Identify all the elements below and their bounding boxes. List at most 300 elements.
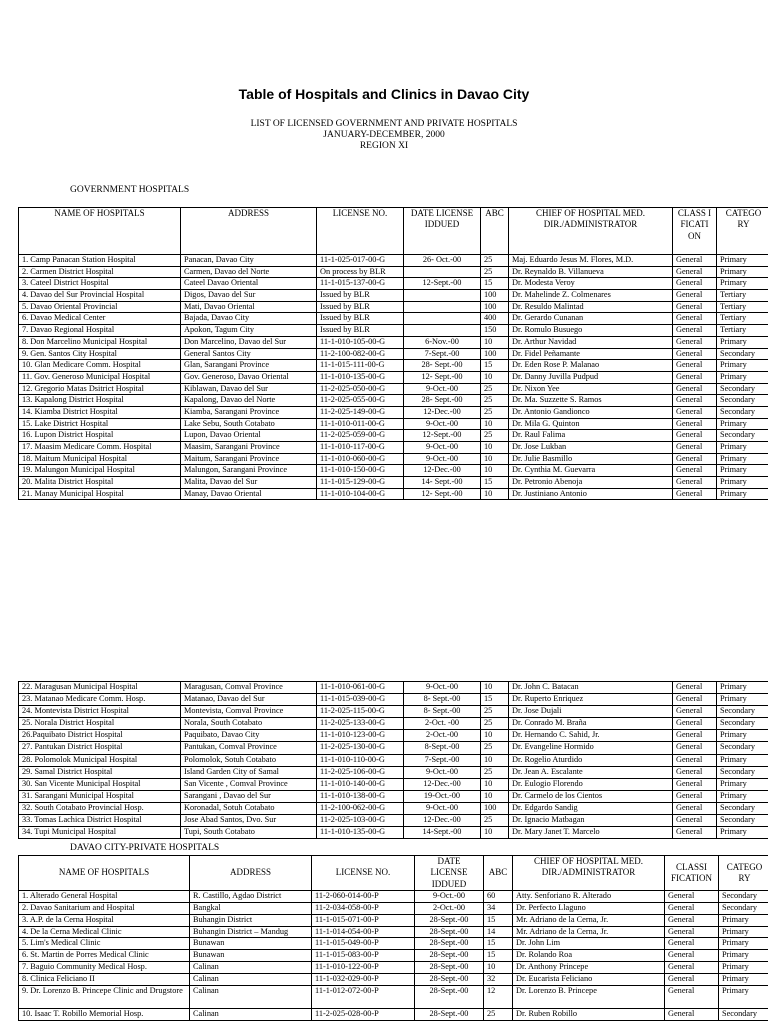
col-header-category: CATEGO RY (717, 208, 768, 255)
table-row (19, 766, 768, 778)
table-cell: 25 (481, 383, 509, 395)
table-cell: Dr. Rolando Roa (513, 950, 665, 962)
table-cell: 25 (481, 766, 509, 778)
table-cell: 25 (481, 706, 509, 718)
table-cell: 11-1-010-117-00-G (317, 442, 404, 454)
table-cell: Dr. Ruperto Enriquez (509, 694, 673, 706)
table-cell: Primary (717, 442, 768, 454)
table-cell: Lupon, Davao Oriental (181, 430, 317, 442)
table-cell: Primary (717, 266, 768, 278)
table-cell: 100 (481, 802, 509, 814)
table-cell: 8- Sept.-00 (404, 694, 481, 706)
table-cell: 10 (484, 962, 513, 974)
table-cell: 20. Malita District Hospital (19, 477, 181, 489)
table-cell: 11-1-010-140-00-G (317, 778, 404, 790)
table-cell: Primary (717, 730, 768, 742)
table-cell: Paquibato, Davao City (181, 730, 317, 742)
table-cell: Calinan (190, 974, 312, 986)
table-cell: 11-1-015-111-00-G (317, 360, 404, 372)
table-cell: General (673, 742, 717, 754)
table-row (19, 914, 768, 926)
table-cell: Secondary (717, 395, 768, 407)
table-cell: Polomolok, Sotuh Cotabato (181, 754, 317, 766)
table-cell: 14 (484, 926, 513, 938)
table-cell: 2. Carmen District Hospital (19, 266, 181, 278)
table-cell: 27. Pantukan District Hospital (19, 742, 181, 754)
table-row (19, 488, 768, 500)
table-cell: Dr. Julie Basmillo (509, 453, 673, 465)
table-cell: General (673, 430, 717, 442)
table-cell: 7-Sept.-00 (404, 754, 481, 766)
col-header-abc: ABC (481, 208, 509, 255)
table-cell: 11-1-010-061-00-G (317, 682, 404, 694)
table-cell: Issued by BLR (317, 325, 404, 337)
table-cell: 11-1-010-135-00-G (317, 371, 404, 383)
table-cell: General (673, 255, 717, 267)
table-cell: 400 (481, 313, 509, 325)
table-cell: Primary (717, 371, 768, 383)
table-row (19, 395, 768, 407)
table-cell: 11-2-025-028-00-P (312, 1009, 415, 1021)
table-cell: 15. Lake District Hospital (19, 418, 181, 430)
table-cell: General (673, 453, 717, 465)
table-cell: General (673, 418, 717, 430)
table-row (19, 950, 768, 962)
table-cell: 19. Malungon Municipal Hospital (19, 465, 181, 477)
table-cell: General Santos City (181, 348, 317, 360)
table-cell: 9-Oct.-00 (404, 766, 481, 778)
table-cell: 100 (481, 348, 509, 360)
subtitle-line-2: JANUARY-DECEMBER, 2000 (323, 130, 445, 140)
table-row (19, 902, 768, 914)
table-cell (404, 266, 481, 278)
table-cell: Dr. Eucarista Feliciano (513, 974, 665, 986)
table-cell: Mr. Adriano de la Cerna, Jr. (513, 914, 665, 926)
table-cell: General (665, 986, 719, 1009)
table-cell: 11. Gov. Generoso Municipal Hospital (19, 371, 181, 383)
table-cell: Secondary (717, 406, 768, 418)
table-cell: General (673, 442, 717, 454)
table-cell: Tertiary (717, 290, 768, 302)
table-cell: 1. Camp Panacan Station Hospital (19, 255, 181, 267)
table-cell: Dr. Anthony Princepe (513, 962, 665, 974)
table-cell: 10 (481, 442, 509, 454)
table-cell: 11-2-025-149-00-G (317, 406, 404, 418)
table-cell: 11-2-025-130-00-G (317, 742, 404, 754)
table-cell: General (673, 383, 717, 395)
table-cell: 8-Sept.-00 (404, 742, 481, 754)
table-cell: 28-Sept.-00 (415, 926, 484, 938)
table-cell: General (673, 766, 717, 778)
table-cell: Tertiary (717, 301, 768, 313)
table-cell: Island Garden City of Samal (181, 766, 317, 778)
table-cell: General (673, 348, 717, 360)
table-cell: General (673, 395, 717, 407)
table-cell: 14. Kiamba District Hospital (19, 406, 181, 418)
table-cell: Dr. Edgardo Sandig (509, 802, 673, 814)
table-cell: 11-2-025-115-00-G (317, 706, 404, 718)
table-cell: 9-Oct.-00 (404, 418, 481, 430)
table-cell: Primary (719, 938, 768, 950)
table-cell: 9-Oct.-00 (415, 890, 484, 902)
table-cell: 18. Maitum Municipal Hospital (19, 453, 181, 465)
table-cell: Dr. Eulogio Florendo (509, 778, 673, 790)
table-cell: 11-1-015-129-00-G (317, 477, 404, 489)
table-cell: Dr. Fidel Peñamante (509, 348, 673, 360)
table-cell: Sarangani , Davao del Sur (181, 790, 317, 802)
table-cell: Secondary (717, 802, 768, 814)
table-cell: Apokon, Tagum City (181, 325, 317, 337)
table-cell: Cateel Davao Oriental (181, 278, 317, 290)
table-cell: General (665, 974, 719, 986)
table-cell: 9-Oct.-00 (404, 453, 481, 465)
table-cell: Dr. Gerardo Cunanan (509, 313, 673, 325)
table-cell: General (665, 890, 719, 902)
table-cell: 9. Dr. Lorenzo B. Princepe Clinic and Drugstore (19, 986, 190, 1009)
table-cell: 25 (481, 815, 509, 827)
table-cell: Dr. John Lim (513, 938, 665, 950)
table-cell: 12- Sept.-00 (404, 371, 481, 383)
table-row (19, 742, 768, 754)
table-cell: Primary (719, 962, 768, 974)
table-cell: 26.Paquibato District Hospital (19, 730, 181, 742)
table-cell: General (673, 477, 717, 489)
table-cell: 29. Samal District Hospital (19, 766, 181, 778)
table-cell: Dr. Rogelio Aturdido (509, 754, 673, 766)
table-row (19, 371, 768, 383)
table-cell: 6-Nov.-00 (404, 336, 481, 348)
table-cell: 11-2-025-106-00-G (317, 766, 404, 778)
table-cell: General (673, 682, 717, 694)
table-cell: 10 (481, 682, 509, 694)
table-cell: 10 (481, 371, 509, 383)
table-cell: Jose Abad Santos, Dvo. Sur (181, 815, 317, 827)
table-cell: Bunawan (190, 938, 312, 950)
table-cell: 25 (481, 266, 509, 278)
table-row (19, 926, 768, 938)
government-hospitals-table-continued (18, 681, 768, 839)
table-cell: 28-Sept.-00 (415, 962, 484, 974)
table-cell: Dr. Nixon Yee (509, 383, 673, 395)
table-cell: General (673, 465, 717, 477)
table-row (19, 706, 768, 718)
table-cell: General (673, 802, 717, 814)
table-row (19, 313, 768, 325)
page-title: Table of Hospitals and Clinics in Davao City (238, 86, 530, 102)
table-cell: 25. Norala District Hospital (19, 718, 181, 730)
table-cell: General (673, 278, 717, 290)
table-cell: 11-2-025-103-00-G (317, 815, 404, 827)
table-row (19, 278, 768, 290)
table-cell: Secondary (719, 902, 768, 914)
table-cell: 16. Lupon District Hospital (19, 430, 181, 442)
table-cell: 12-Dec.-00 (404, 778, 481, 790)
table-cell: Maj. Eduardo Jesus M. Flores, M.D. (509, 255, 673, 267)
table-cell: 9-Oct.-00 (404, 383, 481, 395)
table-cell: 12- Sept.-00 (404, 488, 481, 500)
table-cell: 11-2-100-062-00-G (317, 802, 404, 814)
table-cell: 10 (481, 465, 509, 477)
table-cell: 11-1-015-071-00-P (312, 914, 415, 926)
table-cell: 11-1-010-138-00-G (317, 790, 404, 802)
table-cell: 10 (481, 336, 509, 348)
table-cell: San Vicente , Comval Province (181, 778, 317, 790)
table-cell: 33. Tomas Lachica District Hospital (19, 815, 181, 827)
table-cell: Dr. Raul Falima (509, 430, 673, 442)
table-cell: 150 (481, 325, 509, 337)
col-header-address: ADDRESS (190, 856, 312, 891)
table-cell: Pantukan, Comval Province (181, 742, 317, 754)
table-cell: Panacan, Davao City (181, 255, 317, 267)
table-cell: 11-1-010-135-00-G (317, 827, 404, 839)
table-cell: 11-2-060-014-00-P (312, 890, 415, 902)
table-cell: Secondary (717, 815, 768, 827)
table-cell: Tertiary (717, 325, 768, 337)
table-cell: 10 (481, 453, 509, 465)
table-cell: 15 (484, 950, 513, 962)
table-row (19, 325, 768, 337)
table-cell: Digos, Davao del Sur (181, 290, 317, 302)
table-cell: 24. Montevista District Hospital (19, 706, 181, 718)
table-cell: 28-Sept.-00 (415, 914, 484, 926)
table-cell: Primary (719, 914, 768, 926)
table-cell: Norala, South Cotabato (181, 718, 317, 730)
table-cell: Secondary (717, 742, 768, 754)
table-row (19, 255, 768, 267)
table-cell: General (673, 718, 717, 730)
table-cell: Dr. Conrado M. Braña (509, 718, 673, 730)
table-cell: 12-Dec.-00 (404, 815, 481, 827)
table-cell: 11-1-014-054-00-P (312, 926, 415, 938)
table-cell: Bunawan (190, 950, 312, 962)
table-cell: Kiblawan, Davao del Sur (181, 383, 317, 395)
table-cell: 7. Davao Regional Hospital (19, 325, 181, 337)
table-row (19, 890, 768, 902)
table-cell: 100 (481, 290, 509, 302)
table-cell: 10 (481, 778, 509, 790)
table-cell: 2-Oct.-00 (415, 902, 484, 914)
col-header-license: LICENSE NO. (312, 856, 415, 891)
table-cell: Dr. Petronio Abenoja (509, 477, 673, 489)
table-row (19, 986, 768, 1009)
subtitle-line-3: REGION XI (359, 141, 409, 151)
table-cell: 28. Polomolok Municipal Hospital (19, 754, 181, 766)
table-cell: Secondary (717, 718, 768, 730)
table-cell: Carmen, Davao del Norte (181, 266, 317, 278)
table-row (19, 430, 768, 442)
table-row (19, 360, 768, 372)
table-cell: General (665, 1009, 719, 1021)
table-cell: 15 (484, 914, 513, 926)
table-cell: 11-1-012-072-00-P (312, 986, 415, 1009)
col-header-date: DATE LICENSE IDDUED (404, 208, 481, 255)
table-cell: 60 (484, 890, 513, 902)
table-cell: 10. Isaac T. Robillo Memorial Hosp. (19, 1009, 190, 1021)
table-row (19, 348, 768, 360)
table-cell: 15 (481, 278, 509, 290)
table-cell: Dr. Ruben Robillo (513, 1009, 665, 1021)
table-cell: 15 (481, 360, 509, 372)
table-cell: Primary (719, 950, 768, 962)
table-cell: Manay, Davao Oriental (181, 488, 317, 500)
table-cell: Dr. Modesta Veroy (509, 278, 673, 290)
table-cell: Primary (717, 418, 768, 430)
table-cell: Mr. Adriano de la Cerna, Jr. (513, 926, 665, 938)
table-cell: General (673, 266, 717, 278)
table-row (19, 827, 768, 839)
table-cell: 19-Oct.-00 (404, 790, 481, 802)
table-cell: 11-2-025-050-00-G (317, 383, 404, 395)
table-cell: 11-2-025-133-00-G (317, 718, 404, 730)
table-cell: Mati, Davao Oriental (181, 301, 317, 313)
table-cell: 14- Sept.-00 (404, 477, 481, 489)
table-row (19, 383, 768, 395)
table-cell: General (665, 962, 719, 974)
table-cell: Bangkal (190, 902, 312, 914)
table-cell: 11-2-025-059-00-G (317, 430, 404, 442)
table-cell: General (673, 694, 717, 706)
table-cell: 10 (481, 790, 509, 802)
table-cell: Maragusan, Comval Province (181, 682, 317, 694)
table-cell: 10. Glan Medicare Comm. Hospital (19, 360, 181, 372)
table-cell: Primary (717, 278, 768, 290)
table-cell: 15 (484, 938, 513, 950)
table-cell: Primary (717, 682, 768, 694)
table-cell: General (673, 313, 717, 325)
table-cell: Tupi, South Cotabato (181, 827, 317, 839)
table-cell: General (665, 914, 719, 926)
col-header-name: NAME OF HOSPITALS (19, 856, 190, 891)
table-cell: 11-1-032-029-00-P (312, 974, 415, 986)
table-cell: Primary (717, 778, 768, 790)
table-cell: 11-1-015-137-00-G (317, 278, 404, 290)
table-cell: Dr. Evangeline Hormido (509, 742, 673, 754)
table-cell: 11-1-025-017-00-G (317, 255, 404, 267)
table-cell: 15 (481, 477, 509, 489)
table-cell: General (673, 325, 717, 337)
table-cell: 8. Don Marcelino Municipal Hospital (19, 336, 181, 348)
table-cell: On process by BLR (317, 266, 404, 278)
table-cell: 25 (481, 430, 509, 442)
table-cell: Primary (717, 754, 768, 766)
table-cell: 2-Oct.-00 (404, 730, 481, 742)
table-cell: Primary (717, 790, 768, 802)
table-cell: 28-Sept.-00 (415, 974, 484, 986)
table-cell: General (673, 815, 717, 827)
table-row (19, 418, 768, 430)
table-cell: Primary (717, 465, 768, 477)
table-cell: 11-1-010-104-00-G (317, 488, 404, 500)
table-cell: 11-1-010-105-00-G (317, 336, 404, 348)
table-cell: Buhangin District – Mandug (190, 926, 312, 938)
table-cell: Secondary (717, 706, 768, 718)
table-row (19, 778, 768, 790)
col-header-classification: CLASSI FICATION (665, 856, 719, 891)
table-row (19, 962, 768, 974)
table-cell: General (673, 754, 717, 766)
table-cell: Dr. Ma. Suzzette S. Ramos (509, 395, 673, 407)
table-cell: 28-Sept.-00 (415, 1009, 484, 1021)
table-cell: 13. Kapalong District Hospital (19, 395, 181, 407)
table-row (19, 718, 768, 730)
table-cell: General (673, 488, 717, 500)
table-cell: Gov. Generoso, Davao Oriental (181, 371, 317, 383)
table-cell: 11-1-010-123-00-G (317, 730, 404, 742)
table-cell: 23. Matanao Medicare Comm. Hosp. (19, 694, 181, 706)
table-cell: R. Castillo, Agdao District (190, 890, 312, 902)
table-cell: Kapalong, Davao del Norte (181, 395, 317, 407)
table-row (19, 453, 768, 465)
table-cell: Secondary (717, 430, 768, 442)
table-cell: 8. Clinica Feliciano II (19, 974, 190, 986)
subtitle-line-1: LIST OF LICENSED GOVERNMENT AND PRIVATE HOSPITALS (250, 119, 518, 129)
table-cell: Dr. Danny Juvilla Pudpud (509, 371, 673, 383)
table-cell: Tertiary (717, 313, 768, 325)
table-cell: Calinan (190, 962, 312, 974)
table-cell: Primary (717, 336, 768, 348)
table-row (19, 938, 768, 950)
table-cell: 8- Sept.-00 (404, 706, 481, 718)
table-cell (404, 290, 481, 302)
government-hospitals-table (18, 207, 768, 500)
table-row (19, 802, 768, 814)
table-cell: 28-Sept.-00 (415, 986, 484, 1009)
table-cell: 9-Oct.-00 (404, 682, 481, 694)
table-cell: 12-Sept.-00 (404, 430, 481, 442)
table-cell: Matanao, Davao del Sur (181, 694, 317, 706)
table-cell: 21. Manay Municipal Hospital (19, 488, 181, 500)
table-cell: 12-Sept.-00 (404, 278, 481, 290)
col-header-category: CATEGO RY (719, 856, 768, 891)
table-cell: Dr. Resuldo Malintad (509, 301, 673, 313)
table-cell: Lake Sebu, South Cotabato (181, 418, 317, 430)
table-cell: 2. Davao Sanitarium and Hospital (19, 902, 190, 914)
col-header-chief: CHIEF OF HOSPITAL MED. DIR./ADMINISTRATOR (513, 856, 665, 891)
table-cell: Dr. Hernando C. Sahid, Jr. (509, 730, 673, 742)
table-cell: 25 (481, 395, 509, 407)
table-cell: 25 (484, 1009, 513, 1021)
table-cell: Montevista, Comval Province (181, 706, 317, 718)
table-cell: Bajada, Davao City (181, 313, 317, 325)
table-cell: 12-Dec.-00 (404, 465, 481, 477)
table-cell: 11-2-100-082-00-G (317, 348, 404, 360)
table-cell: Buhangin District (190, 914, 312, 926)
table-cell: Secondary (719, 1009, 768, 1021)
table-cell: 26- Oct.-00 (404, 255, 481, 267)
table-cell: 100 (481, 301, 509, 313)
table-row (19, 336, 768, 348)
table-cell: General (673, 778, 717, 790)
table-cell: Maitum, Sarangani Province (181, 453, 317, 465)
table-cell: 5. Lim's Medical Clinic (19, 938, 190, 950)
table-cell: 34. Tupi Municipal Hospital (19, 827, 181, 839)
table-cell: Issued by BLR (317, 301, 404, 313)
table-cell: Malungon, Sarangani Province (181, 465, 317, 477)
table-cell: Don Marcelino, Davao del Sur (181, 336, 317, 348)
table-cell: General (673, 336, 717, 348)
table-cell (404, 313, 481, 325)
table-cell: 5. Davao Oriental Provincial (19, 301, 181, 313)
table-cell: Dr. Eden Rose P. Malanao (509, 360, 673, 372)
table-cell: 17. Maasim Medicare Comm. Hospital (19, 442, 181, 454)
table-cell: General (673, 290, 717, 302)
table-cell: Issued by BLR (317, 313, 404, 325)
table-cell: 34 (484, 902, 513, 914)
table-cell: Calinan (190, 986, 312, 1009)
table-cell: Primary (717, 694, 768, 706)
table-cell: General (673, 730, 717, 742)
table-cell: Dr. Justiniano Antonio (509, 488, 673, 500)
